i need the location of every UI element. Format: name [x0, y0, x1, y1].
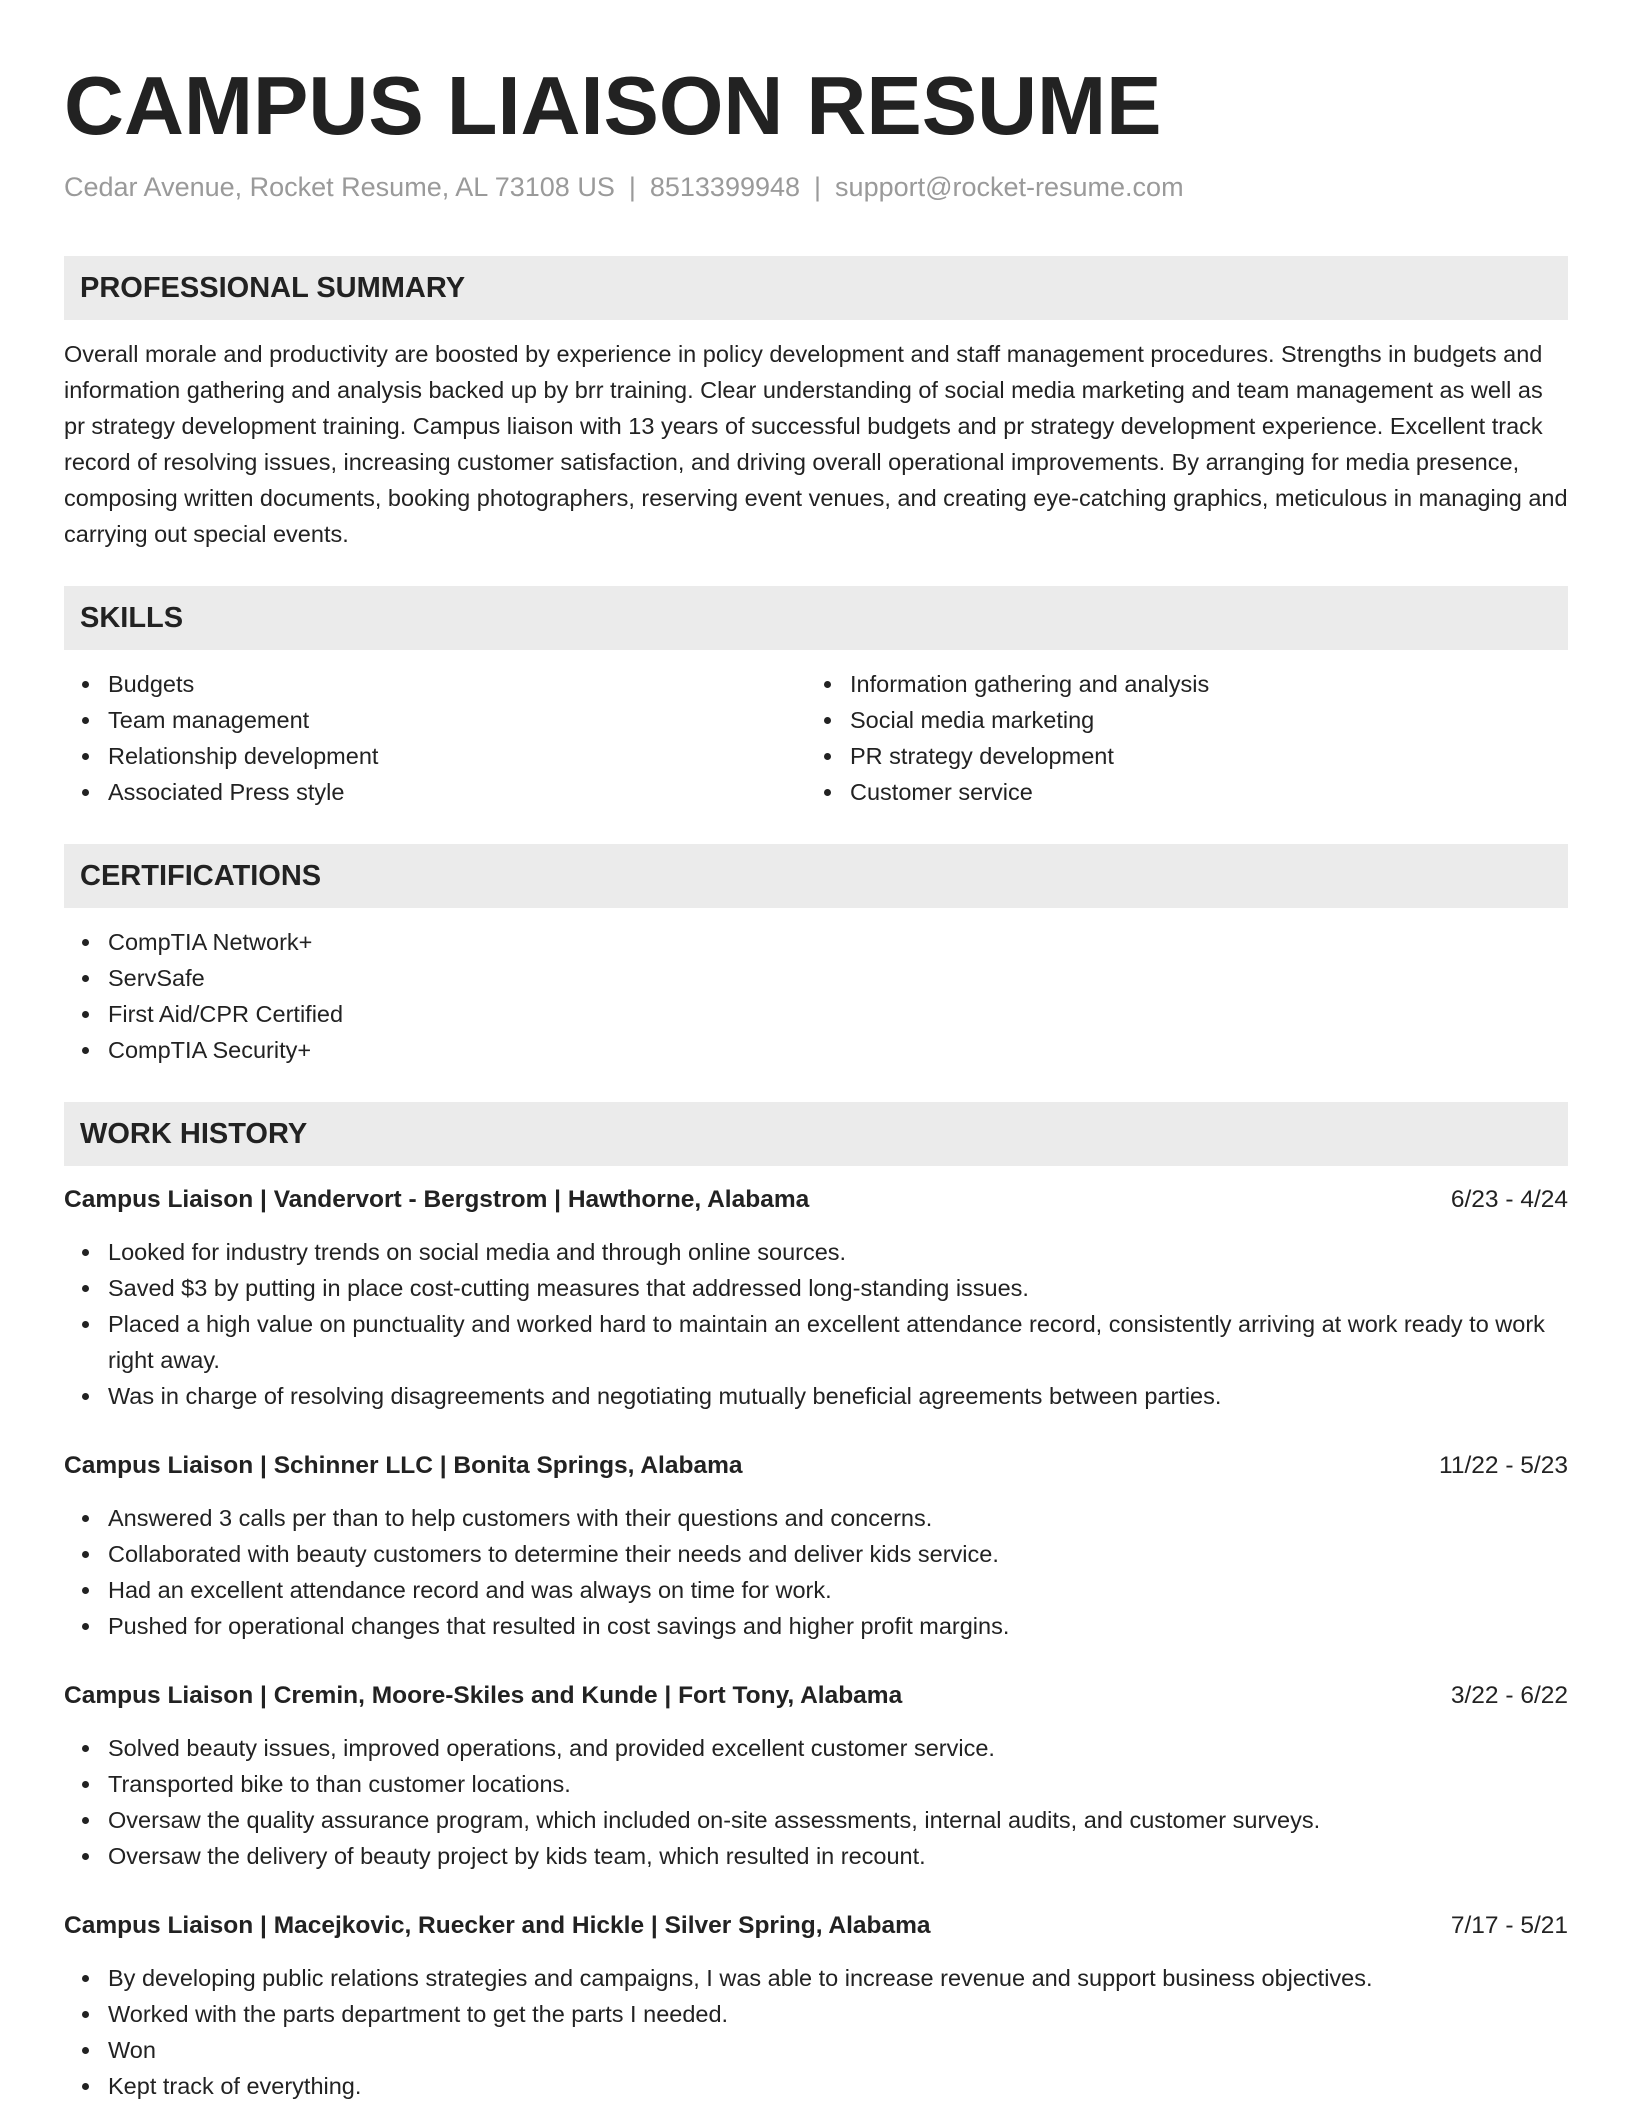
skill-item: PR strategy development	[850, 738, 1548, 774]
job-header	[64, 1448, 1568, 1484]
job-title: Campus Liaison | Vandervort - Bergstrom | Hawthorne, Alabama	[64, 1186, 810, 1213]
job-bullet: Collaborated with beauty customers to determine their needs and deliver kids service.	[108, 1536, 1568, 1572]
contact-separator: |	[814, 172, 822, 202]
job-bullet: Looked for industry trends on social media and through online sources.	[108, 1234, 1568, 1270]
skill-item: Relationship development	[108, 738, 806, 774]
resume-page	[64, 0, 1568, 2104]
contact-separator: |	[628, 172, 636, 202]
certification-item: First Aid/CPR Certified	[108, 996, 1568, 1032]
job-bullets	[64, 1960, 1568, 2104]
job-entry	[64, 1678, 1568, 1874]
job-bullet: Placed a high value on punctuality and worked hard to maintain an excellent attendance record, consistently arriving at work ready to work right away.	[108, 1306, 1568, 1378]
job-bullet: Answered 3 calls per than to help customers with their questions and concerns.	[108, 1500, 1568, 1536]
skills-column-left	[64, 666, 806, 810]
job-bullet: Transported bike to than customer locations.	[108, 1766, 1568, 1802]
job-entry	[64, 1182, 1568, 1414]
job-bullet: Was in charge of resolving disagreements and negotiating mutually beneficial agreements between parties.	[108, 1378, 1568, 1414]
job-bullet: Worked with the parts department to get the parts I needed.	[108, 1996, 1568, 2032]
skill-item: Associated Press style	[108, 774, 806, 810]
skills-column-right	[806, 666, 1548, 810]
job-title: Campus Liaison | Schinner LLC | Bonita Springs, Alabama	[64, 1452, 743, 1479]
skill-item: Social media marketing	[850, 702, 1548, 738]
job-dates: 6/23 - 4/24	[1450, 1186, 1568, 1213]
job-bullets	[64, 1234, 1568, 1414]
job-title: Campus Liaison | Cremin, Moore-Skiles and Kunde | Fort Tony, Alabama	[64, 1682, 903, 1709]
job-bullets	[64, 1730, 1568, 1874]
certification-item: CompTIA Network+	[108, 924, 1568, 960]
job-dates: 11/22 - 5/23	[1439, 1452, 1568, 1479]
work-history-heading: WORK HISTORY	[64, 1102, 1568, 1166]
job-entry	[64, 1448, 1568, 1644]
certification-item: CompTIA Security+	[108, 1032, 1568, 1068]
job-title: Campus Liaison | Macejkovic, Ruecker and Hickle | Silver Spring, Alabama	[64, 1912, 931, 1939]
job-bullet: Oversaw the delivery of beauty project by kids team, which resulted in recount.	[108, 1838, 1568, 1874]
job-bullet: Had an excellent attendance record and was always on time for work.	[108, 1572, 1568, 1608]
skills-heading: SKILLS	[64, 586, 1568, 650]
certifications-heading: CERTIFICATIONS	[64, 844, 1568, 908]
contact-address: Cedar Avenue, Rocket Resume, AL 73108 US	[64, 172, 615, 202]
professional-summary-text: Overall morale and productivity are boosted by experience in policy development and staff management procedures. Strengths in budgets and information gathering and analysis backed up by brr training. Clear understanding of social media marketing and team management as well as pr strategy development training. Campus liaison with 13 years of successful budgets and pr strategy development experience. Excellent track record of resolving issues, increasing customer satisfaction, and driving overall operational improvements. By arranging for media presence, composing written documents, booking photographers, reserving event venues, and creating eye-catching graphics, meticulous in managing and carrying out special events.	[64, 341, 1568, 547]
job-bullet: Saved $3 by putting in place cost-cutting measures that addressed long-standing issues.	[108, 1270, 1568, 1306]
job-bullet: Won	[108, 2032, 1568, 2068]
contact-line	[64, 170, 1568, 204]
job-bullet: Pushed for operational changes that resulted in cost savings and higher profit margins.	[108, 1608, 1568, 1644]
skill-item: Information gathering and analysis	[850, 666, 1548, 702]
contact-phone: 8513399948	[649, 172, 801, 202]
job-bullets	[64, 1500, 1568, 1644]
skill-item: Budgets	[108, 666, 806, 702]
job-header	[64, 1182, 1568, 1218]
job-header	[64, 1908, 1568, 1944]
job-bullet: By developing public relations strategies and campaigns, I was able to increase revenue and support business objectives.	[108, 1960, 1568, 1996]
skill-item: Customer service	[850, 774, 1548, 810]
certification-item: ServSafe	[108, 960, 1568, 996]
job-dates: 7/17 - 5/21	[1450, 1912, 1568, 1939]
certifications-list	[64, 924, 1568, 1068]
professional-summary-heading: PROFESSIONAL SUMMARY	[64, 256, 1568, 320]
job-dates: 3/22 - 6/22	[1450, 1682, 1568, 1709]
job-header	[64, 1678, 1568, 1714]
job-bullet: Kept track of everything.	[108, 2068, 1568, 2104]
contact-email: support@rocket-resume.com	[835, 172, 1184, 202]
job-bullet: Solved beauty issues, improved operations, and provided excellent customer service.	[108, 1730, 1568, 1766]
job-bullet: Oversaw the quality assurance program, which included on-site assessments, internal audits, and customer surveys.	[108, 1802, 1568, 1838]
job-entry	[64, 1908, 1568, 2104]
resume-title: CAMPUS LIAISON RESUME	[64, 59, 1162, 152]
skills-list	[64, 666, 1568, 810]
skill-item: Team management	[108, 702, 806, 738]
